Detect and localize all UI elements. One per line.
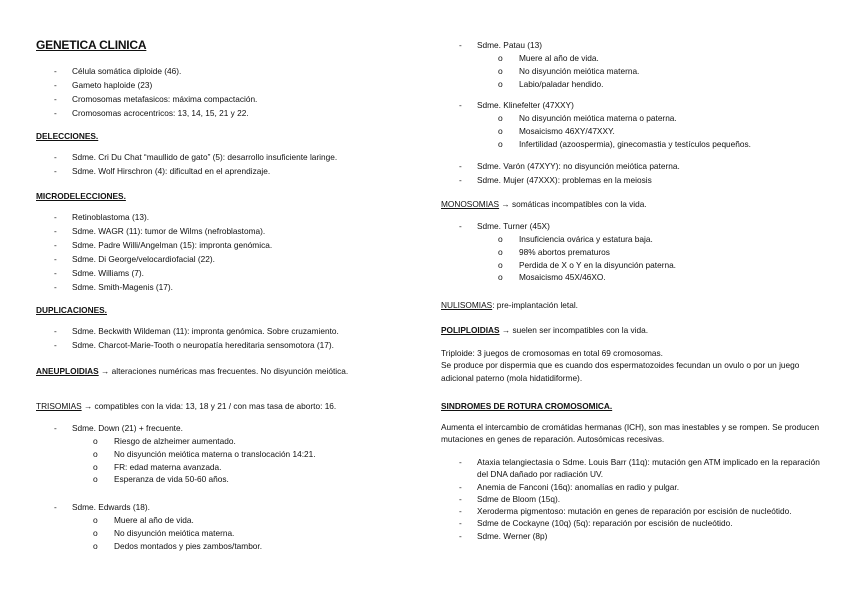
list-item: - Célula somática diploide (46).	[54, 66, 182, 76]
sub-list-item: o Muere al año de vida.	[93, 515, 194, 525]
microdelecciones-list	[36, 210, 412, 294]
list-item: - Sdme. Beckwith Wildeman (11): impronta genómica. Sobre cruzamiento.	[54, 326, 339, 336]
other-trisomias-list	[441, 159, 821, 187]
trisomias-line: TRISOMIAS → compatibles con la vida: 13, 18 y 21 / con mas tasa de aborto: 16.	[36, 401, 337, 411]
sub-list-item: o No disyunción meiótica materna o translocación 14:21.	[93, 448, 316, 459]
list-item: - Cromosomas metafasicos: máxima compactación.	[54, 94, 258, 104]
edwards-list	[36, 500, 412, 552]
list-item: - Xeroderma pigmentoso: mutación en genes de reparación por escisión de nucleótido.	[459, 506, 792, 517]
page-title: GENETICA CLINICA	[36, 38, 147, 52]
section-heading-poliploidias: POLIPLOIDIAS	[441, 325, 500, 335]
section-heading-delecciones: DELECCIONES.	[36, 131, 99, 141]
nulisomias-line: NULISOMIAS: pre-implantación letal.	[441, 300, 578, 310]
list-item: - Sdme. Turner (45X)	[459, 221, 550, 231]
sub-list-item: o Labio/paladar hendido.	[498, 78, 604, 89]
list-item: - Sdme. Klinefelter (47XXY)	[459, 100, 574, 110]
list-item: - Sdme. Werner (8p)	[459, 530, 548, 541]
section-heading-aneuploidias: ANEUPLOIDIAS	[36, 366, 99, 376]
klinefelter-list	[441, 98, 821, 150]
list-item: - Anemia de Fanconi (16q): anomalías en radio y pulgar.	[459, 481, 680, 492]
list-item: - Sdme. WAGR (11): tumor de Wilms (nefroblastoma).	[54, 226, 266, 236]
section-heading-duplicaciones: DUPLICACIONES.	[36, 305, 107, 315]
list-item: - Sdme. Down (21) + frecuente.	[54, 423, 183, 433]
list-item: - Cromosomas acrocentricos: 13, 14, 15, 21 y 22.	[54, 108, 249, 118]
sub-list-item: o Mosaicismo 45X/46XO.	[498, 272, 606, 283]
monosomias-line: MONOSOMIAS → somáticas incompatibles con la vida.	[441, 199, 647, 209]
sub-list-item: o Insuficiencia ovárica y estatura baja.	[498, 234, 653, 244]
section-heading-nulisomias: NULISOMIAS	[441, 300, 493, 310]
turner-list	[441, 219, 821, 284]
list-item: - Sdme. Mujer (47XXX): problemas en la meiosis	[459, 175, 652, 185]
intro-list	[36, 64, 412, 120]
sub-list-item: o Dedos montados y pies zambos/tambor.	[93, 540, 263, 551]
rotura-paragraph: Aumenta el intercambio de cromátidas hermanas (ICH), son mas inestables y se rompen. Se producen mutaciones en genes de reparación. Autosómicas recesivas.	[441, 422, 820, 445]
list-item: - Sdme. Wolf Hirschron (4): dificultad en el aprendizaje.	[54, 166, 271, 176]
list-item: - Sdme de Bloom (15q).	[459, 493, 561, 504]
sub-list-item: o FR: edad materna avanzada.	[93, 461, 222, 472]
sub-list-item: o 98% abortos prematuros	[498, 246, 610, 257]
section-heading-trisomias: TRISOMIAS	[36, 401, 82, 411]
patau-list	[441, 38, 821, 90]
sub-list-item: o Riesgo de alzheimer aumentado.	[93, 436, 236, 446]
sub-list-item: o Infertilidad (azoospermia), ginecomastia y testículos pequeños.	[498, 138, 751, 149]
list-item: - Retinoblastoma (13).	[54, 212, 150, 222]
rotura-list	[441, 456, 821, 542]
sub-list-item: o Perdida de X o Y en la disyunción paterna.	[498, 259, 676, 270]
section-heading-microdelecciones: MICRODELECCIONES.	[36, 191, 126, 201]
aneuploidias-paragraph: ANEUPLOIDIAS → alteraciones numéricas mas frecuentes. No disyunción meiótica.	[36, 366, 349, 376]
list-item: - Sdme. Varón (47XYY): no disyunción meiótica paterna.	[459, 161, 680, 171]
section-heading-rotura: SINDROMES DE ROTURA CROMOSOMICA.	[441, 401, 613, 411]
poliploidias-paragraph: Triploide: 3 juegos de cromosomas en total 69 cromosomas. Se produce por dispermia que es cuando dos espermatozoides fecundan un ovulo o por un juego adicional paterno (mola hidatidiforme).	[441, 348, 800, 383]
list-item: - Sdme. Cri Du Chat “maullido de gato” (5): desarrollo insuficiente laringe.	[54, 152, 338, 162]
section-heading-monosomias: MONOSOMIAS	[441, 199, 500, 209]
list-item: - Sdme. Di George/velocardiofacial (22).	[54, 254, 215, 264]
poliploidias-line: POLIPLOIDIAS → suelen ser incompatibles con la vida.	[441, 325, 649, 335]
sub-list-item: o No disyunción meiótica materna.	[498, 65, 640, 76]
delecciones-list	[36, 150, 412, 178]
list-item: - Sdme. Edwards (18).	[54, 502, 150, 512]
duplicaciones-list	[36, 324, 412, 352]
sub-list-item: o Mosaicismo 46XY/47XXY.	[498, 125, 615, 136]
list-item: - Sdme. Williams (7).	[54, 268, 144, 278]
list-item: - Sdme de Cockayne (10q) (5q): reparación por escisión de nucleótido.	[459, 518, 733, 529]
sub-list-item: o Muere al año de vida.	[498, 53, 599, 63]
sub-list-item: o Esperanza de vida 50-60 años.	[93, 474, 229, 485]
sub-list-item: o No disyunción meiótica materna.	[93, 527, 235, 538]
list-item: - Ataxia telangiectasia o Sdme. Louis Barr (11q): mutación gen ATM implicado en la reparación del DNA dañado por radiación UV.	[459, 457, 820, 480]
sub-list-item: o No disyunción meiótica materna o paterna.	[498, 113, 677, 123]
down-list	[36, 421, 412, 486]
list-item: - Sdme. Patau (13)	[459, 40, 543, 50]
list-item: - Gameto haploide (23)	[54, 80, 153, 90]
list-item: - Sdme. Charcot-Marie-Tooth o neuropatía hereditaria sensomotora (17).	[54, 340, 334, 350]
list-item: - Sdme. Smith-Magenis (17).	[54, 282, 173, 292]
list-item: - Sdme. Padre Willi/Angelman (15): impronta genómica.	[54, 240, 273, 250]
